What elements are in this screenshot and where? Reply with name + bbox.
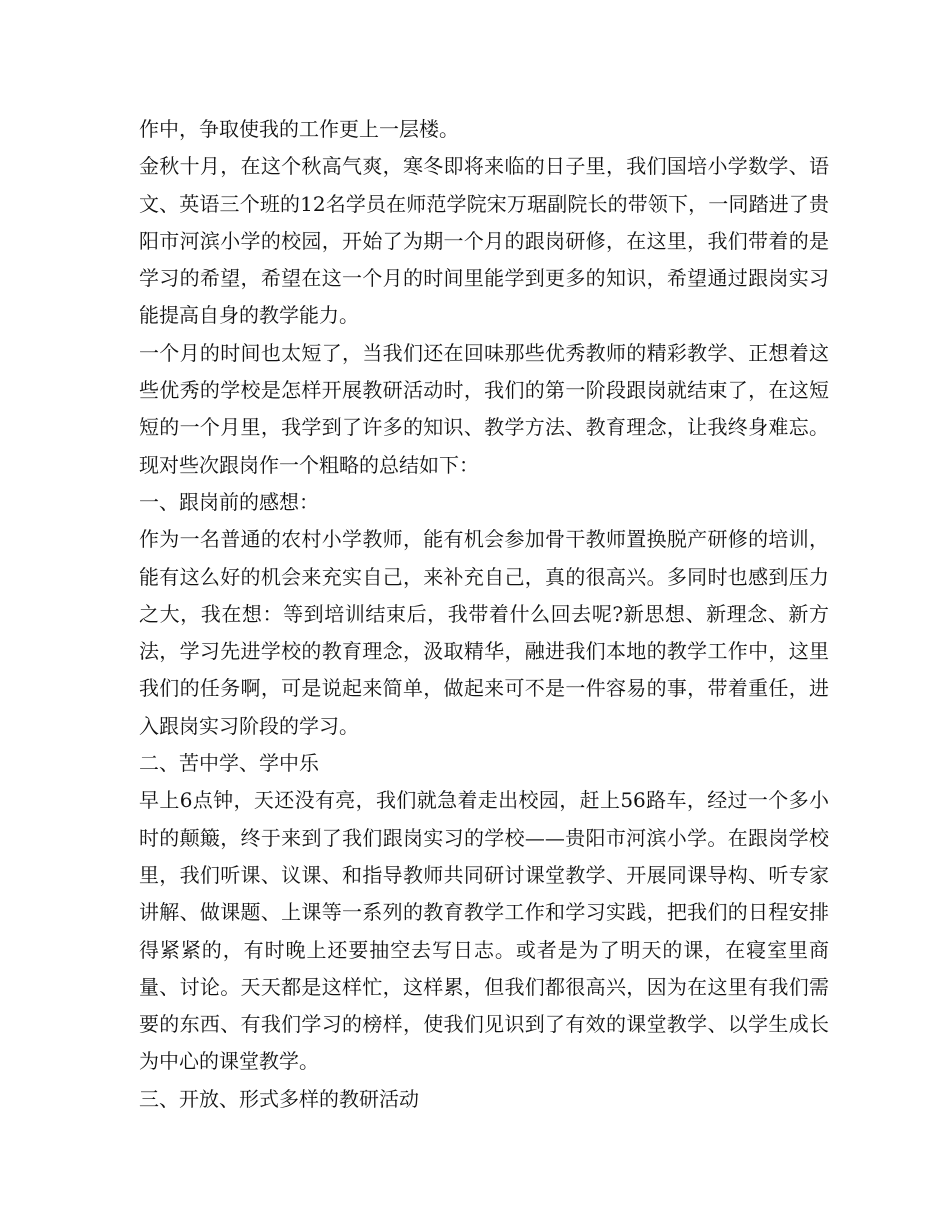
paragraph-intro: 金秋十月，在这个秋高气爽，寒冬即将来临的日子里，我们国培小学数学、语文、英语三个班的12名学员在师范学院宋万琚副院长的带领下，一同踏进了贵阳市河滨小学的校园，开始了为期一个月的跟岗研修，在这里，我们带着的是学习的希望，希望在这一个月的时间里能学到更多的知识，希望通过跟岗实习能提高自身的教学能力。 bbox=[139, 154, 829, 328]
paragraph-section-2: 早上6点钟，天还没有亮，我们就急着走出校园，赶上56路车，经过一个多小时的颠簸，终于来到了我们跟岗实习的学校——贵阳市河滨小学。在跟岗学校里，我们听课、议课、和指导教师共同研讨课堂教学、开展同课导构、听专家讲解、做课题、上课等一系列的教育教学工作和学习实践，把我们的日程安排得紧紧的，有时晚上还要抽空去写日志。或者是为了明天的课，在寝室里商量、讨论。天天都是这样忙，这样累，但我们都很高兴，因为在这里有我们需要的东西、有我们学习的榜样，使我们见识到了有效的课堂教学、以学生成长为中心的课堂教学。 bbox=[139, 788, 829, 1074]
section-heading-3: 三、开放、形式多样的教研活动 bbox=[139, 1086, 419, 1111]
paragraph-summary-intro: 一个月的时间也太短了，当我们还在回味那些优秀教师的精彩教学、正想着这些优秀的学校是怎样开展教研活动时，我们的第一阶段跟岗就结束了，在这短短的一个月里，我学到了许多的知识、教学方法、教育理念，让我终身难忘。现对些次跟岗作一个粗略的总结如下： bbox=[139, 340, 829, 477]
section-heading-1: 一、跟岗前的感想： bbox=[139, 489, 319, 514]
paragraph-continuation: 作中，争取使我的工作更上一层楼。 bbox=[139, 117, 459, 141]
paragraph-section-1: 作为一名普通的农村小学教师，能有机会参加骨干教师置换脱产研修的培训，能有这么好的机会来充实自己，来补充自己，真的很高兴。多同时也感到压力之大，我在想：等到培训结束后，我带着什么回去呢?新思想、新理念、新方法，学习先进学校的教育理念，汲取精华，融进我们本地的教学工作中，这里我们的任务啊，可是说起来简单，做起来可不是一件容易的事，带着重任，进入跟岗实习阶段的学习。 bbox=[139, 527, 829, 738]
section-heading-2: 二、苦中学、学中乐 bbox=[139, 751, 319, 776]
document-body bbox=[139, 111, 829, 1118]
